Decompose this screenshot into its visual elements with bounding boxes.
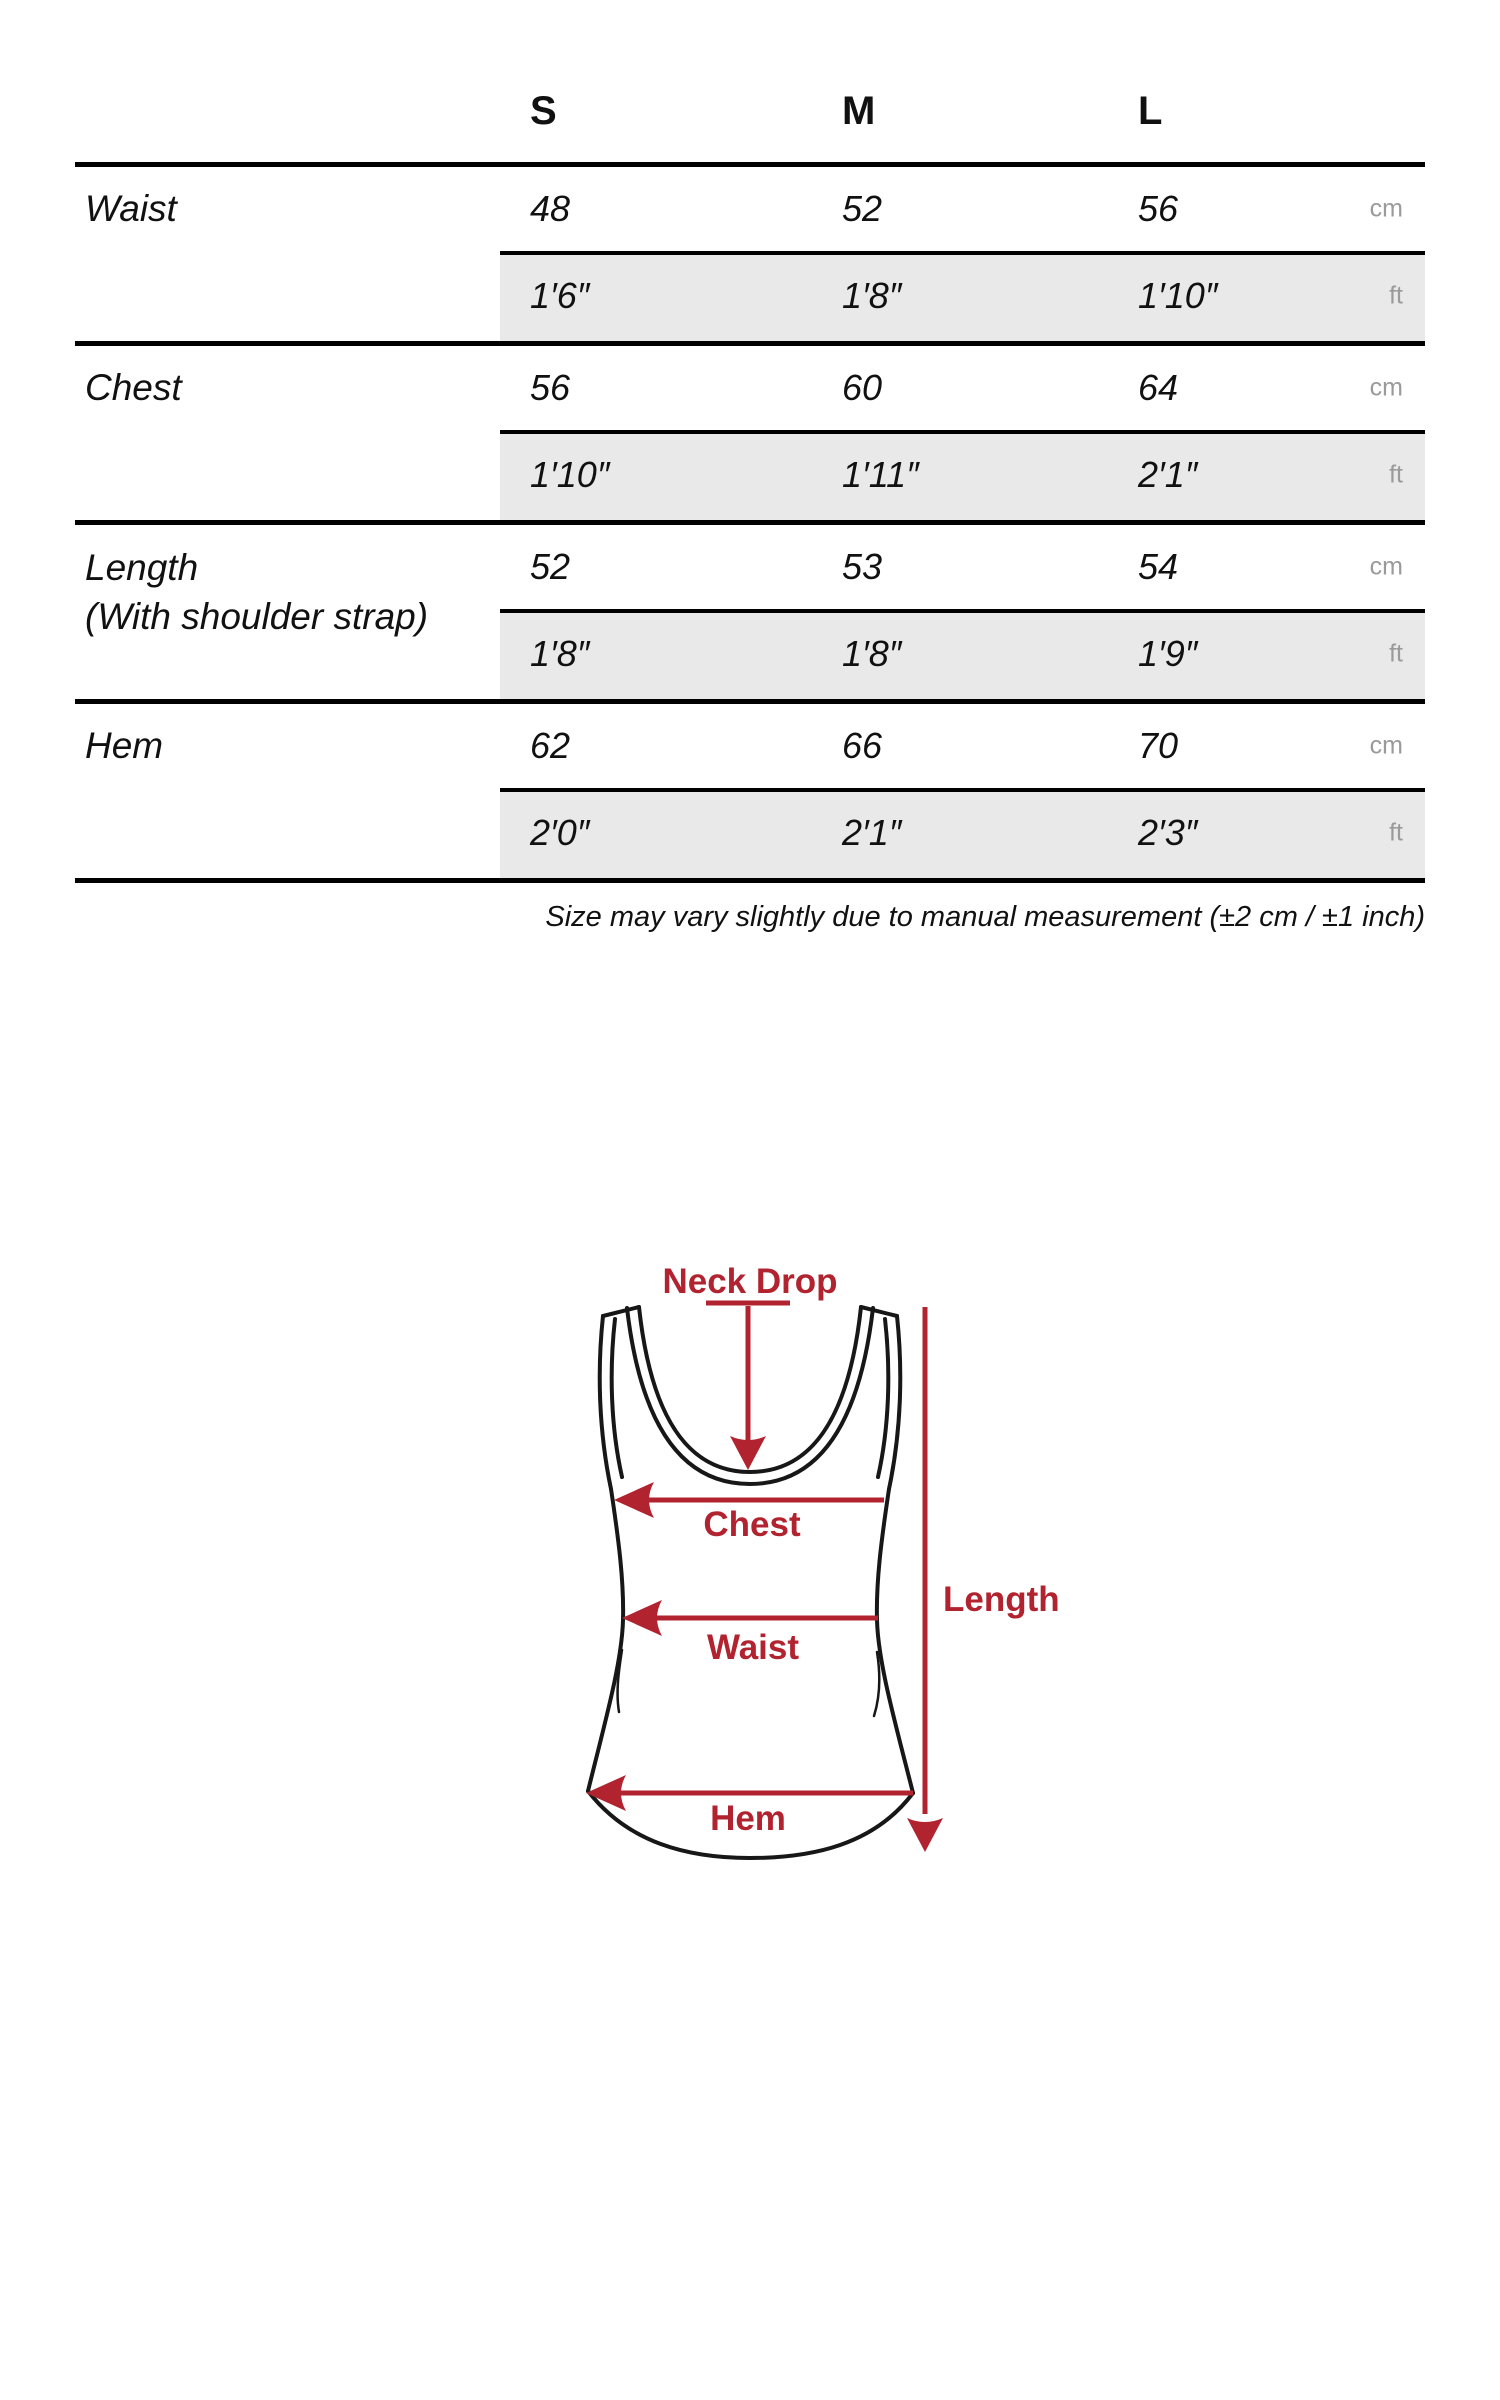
cell-chest-s-ft: 1′10″ <box>530 454 610 495</box>
ft-row-band <box>500 251 1425 341</box>
size-header-l: L <box>1138 89 1163 133</box>
cell-waist-m-cm: 52 <box>842 188 883 229</box>
cell-hem-s-ft: 2′0″ <box>530 812 590 853</box>
cell-waist-s-cm: 48 <box>530 188 571 229</box>
unit-label-ft: ft <box>1389 818 1403 847</box>
hem-label: Hem <box>710 1799 786 1838</box>
measurement-group-hem <box>75 704 1425 883</box>
waist-label: Waist <box>706 1628 800 1667</box>
measurement-group-length <box>75 525 1425 704</box>
cell-waist-s-ft: 1′6″ <box>530 275 590 316</box>
waist-arrowhead-icon <box>622 1600 662 1636</box>
left-armhole-binding <box>612 1319 622 1477</box>
cell-length-m-ft: 1′8″ <box>842 633 902 674</box>
cell-length-s-ft: 1′8″ <box>530 633 590 674</box>
table-row-length-cm <box>75 525 1425 637</box>
cell-chest-l-cm: 64 <box>1138 367 1179 408</box>
right-armhole-edge <box>889 1316 900 1489</box>
cell-chest-l-ft: 2′1″ <box>1138 454 1198 495</box>
table-row-chest-cm <box>75 346 1425 430</box>
size-header-m: M <box>842 89 876 133</box>
table-row-waist-ft <box>75 251 1425 341</box>
ft-row-band <box>500 430 1425 520</box>
neck-drop-arrowhead-icon <box>730 1436 766 1470</box>
cell-hem-m-ft: 2′1″ <box>842 812 902 853</box>
length-label: Length <box>943 1580 1060 1619</box>
left-side-seam <box>588 1489 623 1791</box>
unit-label-cm: cm <box>1369 731 1403 760</box>
cell-length-m-cm: 53 <box>842 546 883 587</box>
table-row-hem-cm <box>75 704 1425 788</box>
table-row-hem-ft <box>75 788 1425 878</box>
unit-label-cm: cm <box>1369 373 1403 402</box>
unit-label-ft: ft <box>1389 639 1403 668</box>
cell-waist-m-ft: 1′8″ <box>842 275 902 316</box>
size-table <box>75 60 1425 883</box>
right-armhole-binding <box>878 1319 888 1477</box>
right-waist-seam-mark <box>874 1652 879 1716</box>
length-arrowhead-icon <box>907 1818 943 1852</box>
cell-hem-l-ft: 2′3″ <box>1138 812 1198 853</box>
neck-drop-label: Neck Drop <box>662 1262 838 1301</box>
unit-label-cm: cm <box>1369 552 1403 581</box>
cell-waist-l-cm: 56 <box>1138 188 1179 229</box>
unit-label-ft: ft <box>1389 281 1403 310</box>
row-label-waist: Waist <box>85 188 177 229</box>
ft-row-band <box>500 609 1425 699</box>
cell-length-l-cm: 54 <box>1138 546 1179 587</box>
cell-hem-m-cm: 66 <box>842 725 883 766</box>
tank-top-measurement-diagram <box>520 1230 1120 1930</box>
unit-label-ft: ft <box>1389 460 1403 489</box>
cell-length-s-cm: 52 <box>530 546 571 587</box>
cell-chest-m-ft: 1′11″ <box>842 454 919 495</box>
chest-arrowhead-icon <box>614 1482 654 1518</box>
measurement-group-chest <box>75 346 1425 525</box>
cell-hem-l-cm: 70 <box>1138 725 1179 766</box>
chest-label: Chest <box>703 1505 801 1544</box>
row-label-length: Length (With shoulder strap) <box>85 547 429 637</box>
cell-hem-s-cm: 62 <box>530 725 571 766</box>
ft-row-band <box>500 788 1425 878</box>
measurement-group-waist <box>75 167 1425 346</box>
left-strap-top-edge <box>603 1307 639 1316</box>
table-row-chest-ft <box>75 430 1425 520</box>
cell-chest-s-cm: 56 <box>530 367 571 408</box>
left-armhole-edge <box>600 1316 611 1489</box>
table-row-waist-cm <box>75 167 1425 251</box>
cell-length-l-ft: 1′9″ <box>1138 633 1198 674</box>
row-label-hem: Hem <box>85 725 164 766</box>
cell-waist-l-ft: 1′10″ <box>1138 275 1218 316</box>
row-label-chest: Chest <box>85 367 182 408</box>
cell-chest-m-cm: 60 <box>842 367 883 408</box>
measurement-annotations <box>586 1262 1060 1852</box>
measurement-disclaimer: Size may vary slightly due to manual measurement (±2 cm / ±1 inch) <box>545 901 1425 933</box>
size-table-header <box>75 60 1425 167</box>
right-strap-top-edge <box>861 1307 897 1316</box>
size-header-s: S <box>530 89 557 133</box>
unit-label-cm: cm <box>1369 194 1403 223</box>
right-side-seam <box>877 1489 913 1793</box>
